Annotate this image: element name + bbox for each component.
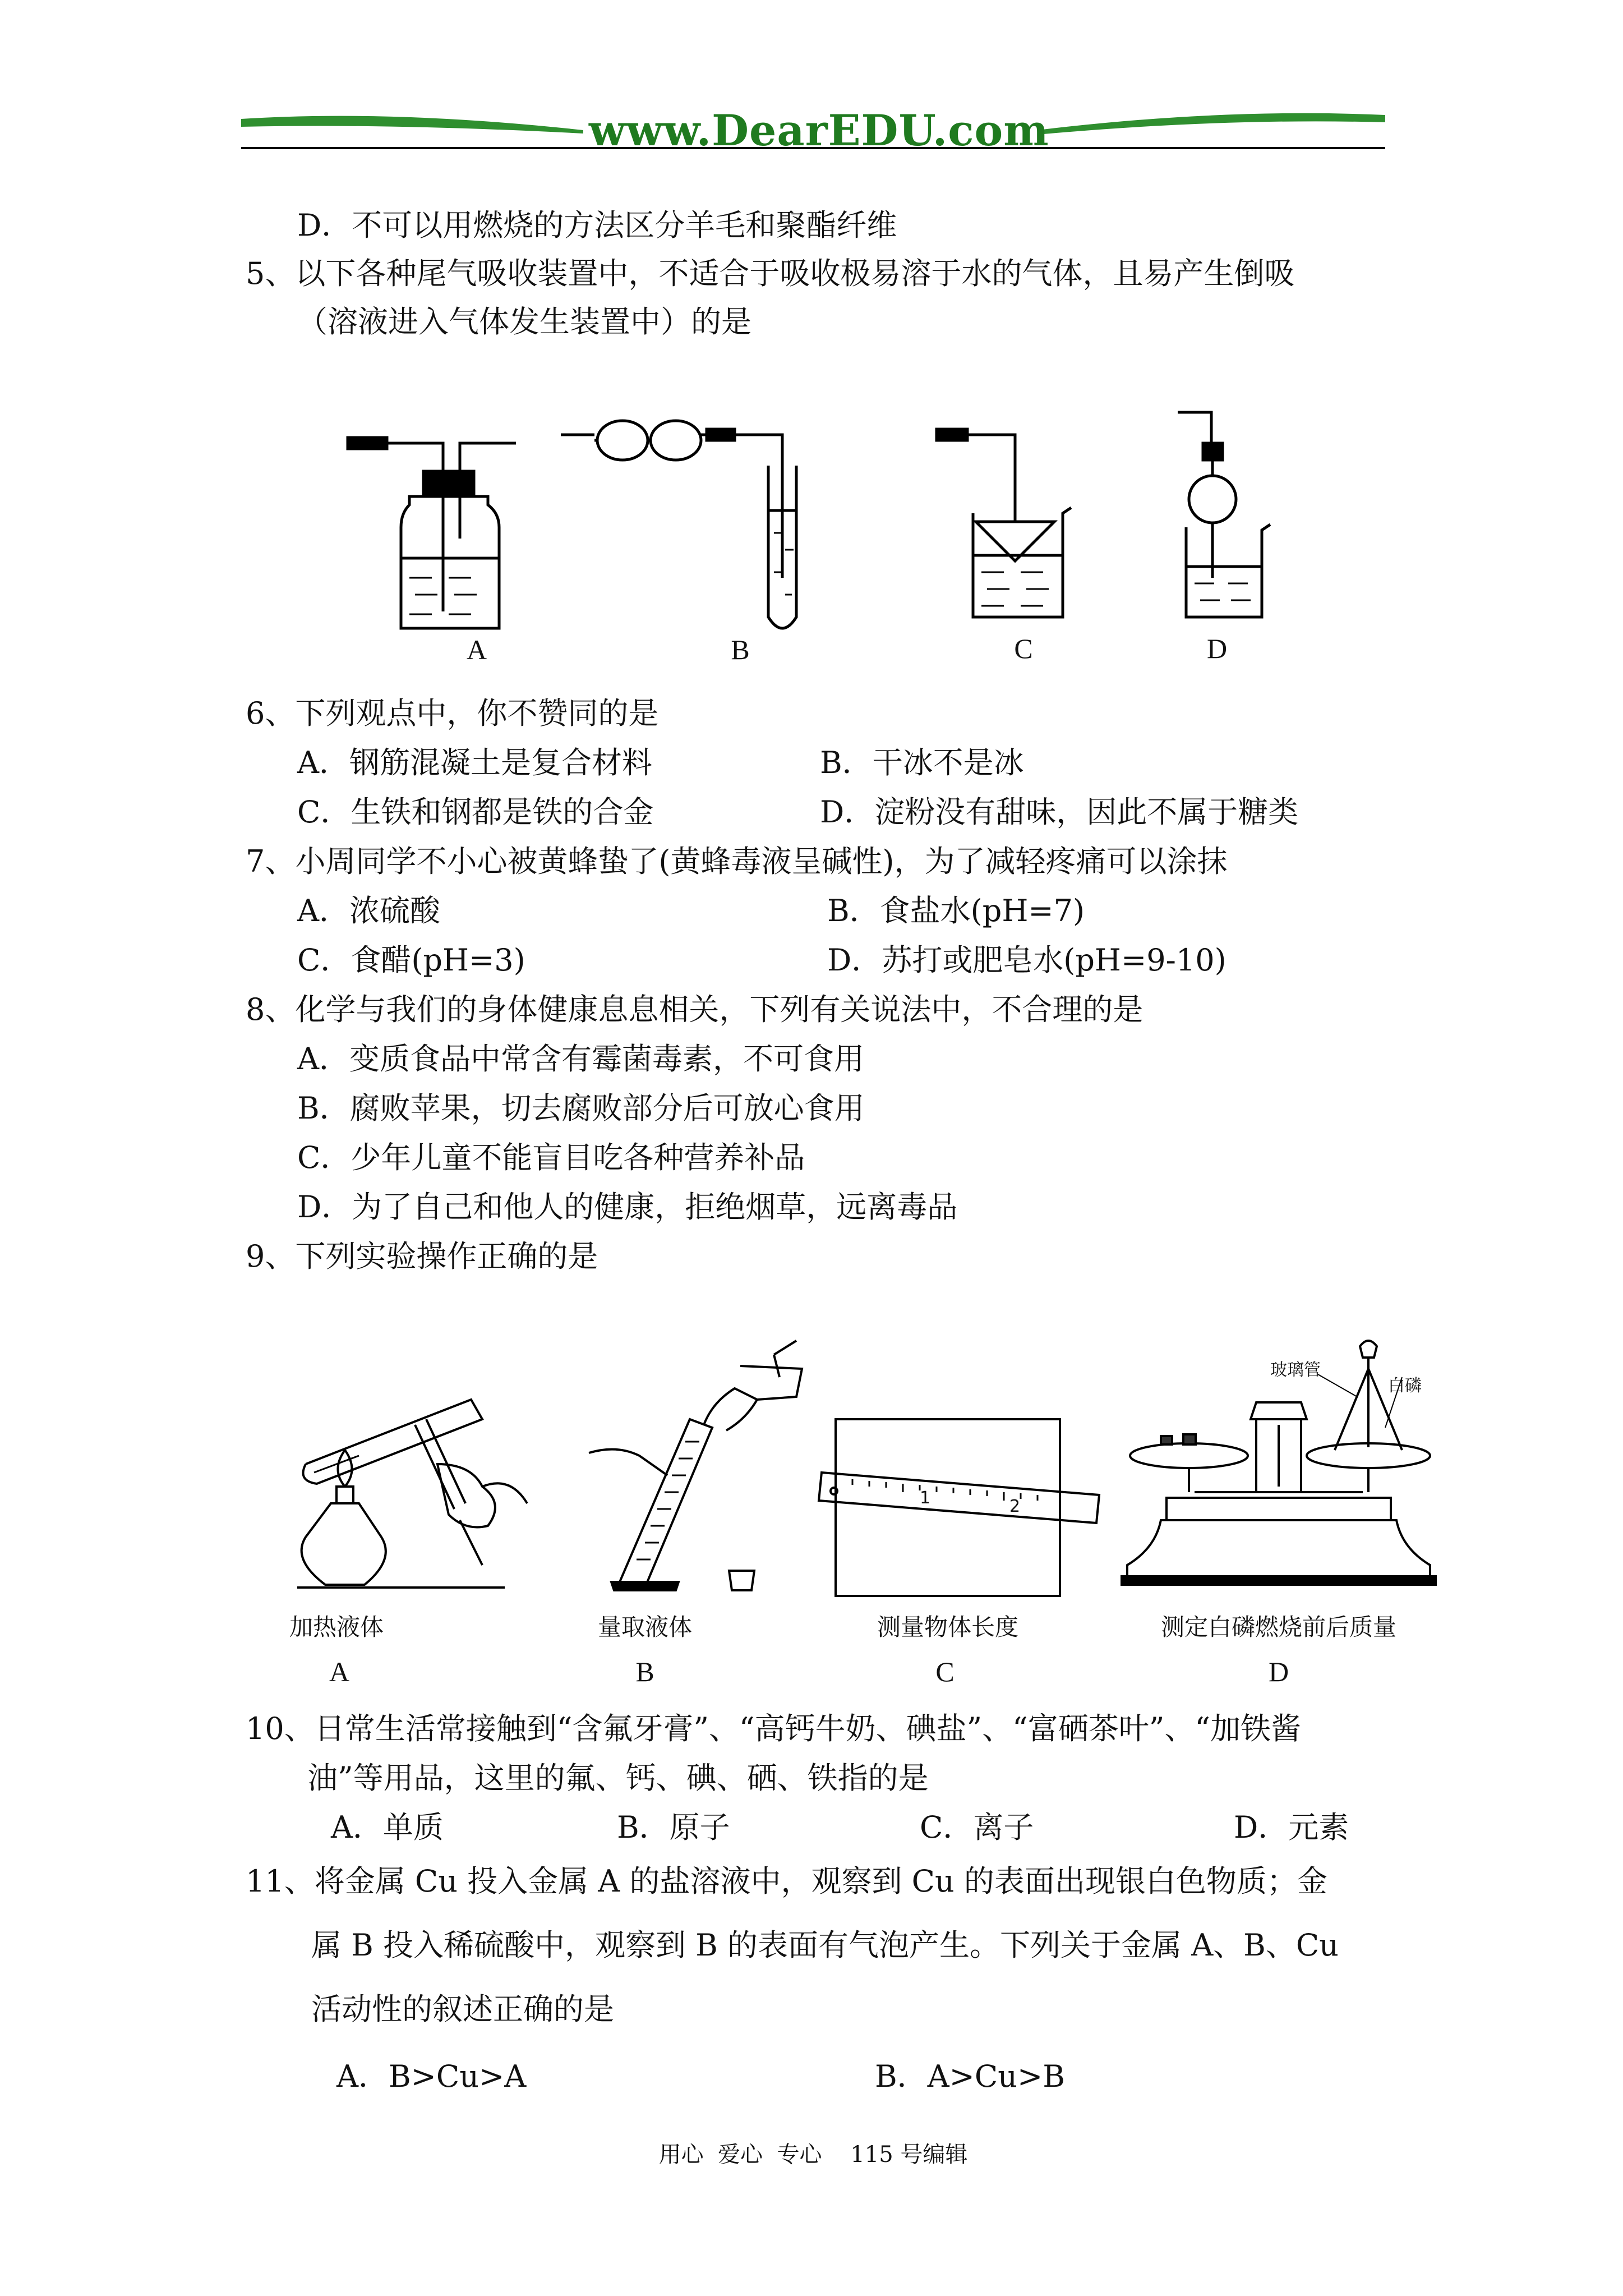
q9-caption-b: 量取液体 xyxy=(597,1613,692,1641)
q9-stem: 9、下列实验操作正确的是 xyxy=(246,1239,598,1274)
q9-figure-c xyxy=(819,1419,1099,1596)
q9-letter-d: D xyxy=(1268,1656,1289,1687)
q10-stem-line1: 10、日常生活常接触到“含氟牙膏”、“高钙牛奶、碘盐”、“富硒茶叶”、“加铁酱 xyxy=(246,1711,1301,1746)
q9-figure-a xyxy=(297,1400,527,1588)
q5-label-b: B xyxy=(731,634,750,665)
q5-apparatus-b xyxy=(561,421,796,628)
q7-option-c: C．食醋(pH=3) xyxy=(297,942,525,978)
label-glass-tube: 玻璃管 xyxy=(1270,1360,1321,1380)
q6-option-b: B．干冰不是冰 xyxy=(820,745,1024,780)
q5-stem-line2: （溶液进入气体发生装置中）的是 xyxy=(297,304,751,339)
q11-option-a: A．B>Cu>A xyxy=(336,2059,527,2094)
q6-option-d: D．淀粉没有甜味，因此不属于糖类 xyxy=(820,794,1299,830)
q8-option-c: C．少年儿童不能盲目吃各种营养补品 xyxy=(297,1140,805,1175)
q8-option-b: B．腐败苹果，切去腐败部分后可放心食用 xyxy=(297,1091,865,1126)
q8-stem: 8、化学与我们的身体健康息息相关，下列有关说法中，不合理的是 xyxy=(246,992,1144,1027)
q7-option-a: A．浓硫酸 xyxy=(297,893,440,928)
q9-letter-c: C xyxy=(935,1656,955,1687)
q10-option-c: C．离子 xyxy=(920,1810,1034,1845)
q5-label-a: A xyxy=(466,634,487,665)
q7-stem: 7、小周同学不小心被黄蜂蛰了(黄蜂毒液呈碱性)，为了减轻疼痛可以涂抹 xyxy=(246,844,1228,879)
q11-option-b: B．A>Cu>B xyxy=(875,2059,1065,2094)
footer-text: 用心 爱心 专心 115 号编辑 xyxy=(658,2142,968,2168)
q10-option-b: B．原子 xyxy=(617,1810,730,1845)
q6-option-c: C．生铁和钢都是铁的合金 xyxy=(297,794,654,830)
q8-option-a: A．变质食品中常含有霉菌毒素，不可食用 xyxy=(297,1041,864,1076)
q6-stem: 6、下列观点中，你不赞同的是 xyxy=(246,696,659,731)
q9-figure-b xyxy=(589,1341,802,1590)
q9-caption-a: 加热液体 xyxy=(289,1613,384,1641)
q9-letter-b: B xyxy=(635,1656,654,1687)
q7-option-b: B．食盐水(pH=7) xyxy=(827,893,1085,928)
q8-option-d: D．为了自己和他人的健康，拒绝烟草，远离毒品 xyxy=(297,1189,958,1225)
label-white-phosphorus: 白磷 xyxy=(1388,1376,1422,1396)
ruler-mark-2: 2 xyxy=(1009,1497,1021,1516)
q9-experiment-figure xyxy=(0,1335,1623,1616)
q9-caption-c: 测量物体长度 xyxy=(877,1613,1018,1641)
q10-stem-line2: 油”等用品，这里的氟、钙、碘、硒、铁指的是 xyxy=(307,1760,929,1796)
q9-caption-d: 测定白磷燃烧前后质量 xyxy=(1160,1613,1396,1641)
q6-option-a: A．钢筋混凝土是复合材料 xyxy=(297,745,652,780)
q5-apparatus-d xyxy=(1178,412,1270,617)
q10-option-a: A．单质 xyxy=(331,1810,444,1845)
header-site-logo: www.DearEDU.com xyxy=(589,105,1049,155)
q5-label-c: C xyxy=(1014,633,1033,664)
q5-apparatus-figure xyxy=(0,393,1623,684)
q4-option-d: D．不可以用燃烧的方法区分羊毛和聚酯纤维 xyxy=(297,208,897,243)
q11-stem-line1: 11、将金属 Cu 投入金属 A 的盐溶液中，观察到 Cu 的表面出现银白色物质；金 xyxy=(246,1864,1327,1899)
q9-letter-a: A xyxy=(329,1656,350,1687)
q5-stem-line1: 5、以下各种尾气吸收装置中，不适合于吸收极易溶于水的气体，且易产生倒吸 xyxy=(246,256,1295,291)
q11-stem-line3: 活动性的叙述正确的是 xyxy=(311,1991,614,2027)
q10-option-d: D．元素 xyxy=(1234,1810,1349,1845)
q5-apparatus-a xyxy=(348,438,516,628)
q5-apparatus-c xyxy=(937,429,1071,617)
q11-stem-line2: 属 B 投入稀硫酸中，观察到 B 的表面有气泡产生。下列关于金属 A、B、Cu xyxy=(311,1927,1339,1963)
q5-label-d: D xyxy=(1206,633,1228,664)
ruler-mark-1: 1 xyxy=(920,1488,931,1508)
q7-option-d: D．苏打或肥皂水(pH=9-10) xyxy=(827,942,1227,978)
